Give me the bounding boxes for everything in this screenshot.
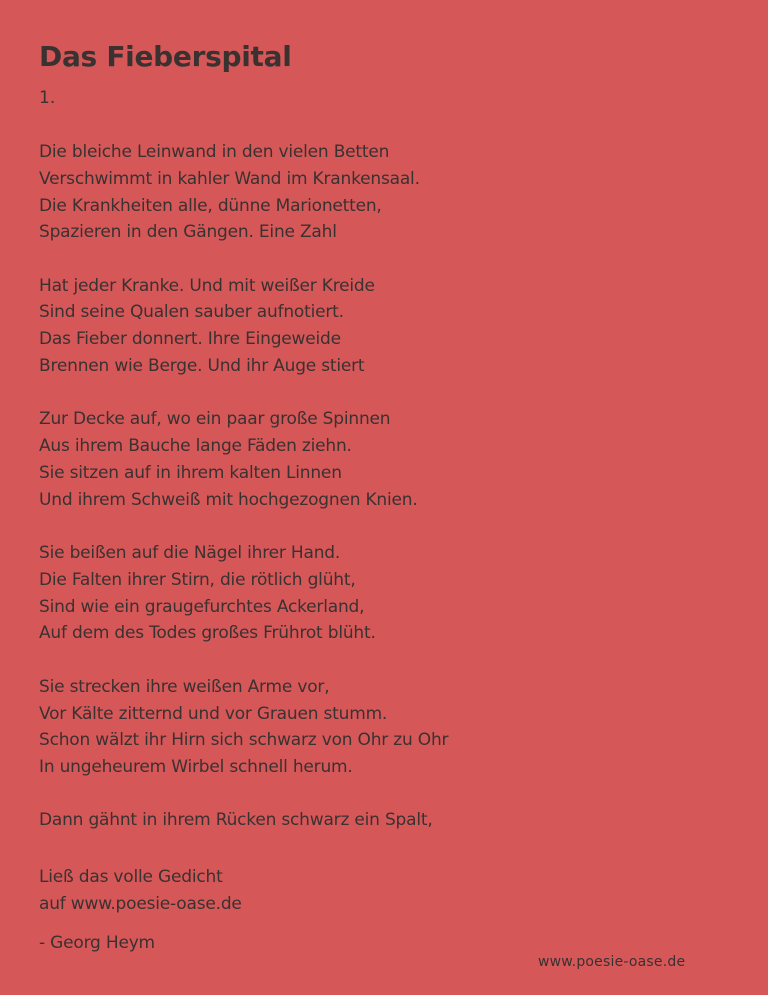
stanza xyxy=(39,273,739,380)
poem-line: Die Krankheiten alle, dünne Marionetten, xyxy=(39,195,382,216)
website-link[interactable]: www.poesie-oase.de xyxy=(538,954,686,970)
stanza xyxy=(39,674,739,781)
stanza xyxy=(39,406,739,513)
poem-body xyxy=(39,139,739,861)
poem-author: - Georg Heym xyxy=(39,933,155,953)
poem-line: Das Fieber donnert. Ihre Eingeweide xyxy=(39,329,341,350)
poem-line: Aus ihrem Bauche lange Fäden ziehn. xyxy=(39,436,352,457)
poem-title: Das Fieberspital xyxy=(39,40,292,73)
poem-line: Sie sitzen auf in ihrem kalten Linnen xyxy=(39,462,342,483)
stanza xyxy=(39,540,739,647)
poem-line: Hat jeder Kranke. Und mit weißer Kreide xyxy=(39,275,375,296)
poem-line: Sie beißen auf die Nägel ihrer Hand. xyxy=(39,543,341,564)
read-more-line: Ließ das volle Gedicht xyxy=(39,867,223,887)
poem-line: Die bleiche Leinwand in den vielen Betten xyxy=(39,142,390,162)
poem-line: Zur Decke auf, wo ein paar große Spinnen xyxy=(39,409,391,430)
poem-line: In ungeheurem Wirbel schnell herum. xyxy=(39,757,353,778)
poem-line: Spazieren in den Gängen. Eine Zahl xyxy=(39,222,337,243)
section-number: 1. xyxy=(39,88,56,108)
poem-line: Und ihrem Schweiß mit hochgezognen Knien. xyxy=(39,489,418,510)
poem-line: Vor Kälte zitternd und vor Grauen stumm. xyxy=(39,703,388,724)
poem-line: Brennen wie Berge. Und ihr Auge stiert xyxy=(39,356,365,377)
poem-line: Auf dem des Todes großes Frührot blüht. xyxy=(39,623,376,644)
poem-line: Sie strecken ihre weißen Arme vor, xyxy=(39,676,330,697)
poem-line: Die Falten ihrer Stirn, die rötlich glüht, xyxy=(39,569,356,590)
poem-line: Dann gähnt in ihrem Rücken schwarz ein Spalt, xyxy=(39,810,433,831)
poem-line: Sind seine Qualen sauber aufnotiert. xyxy=(39,302,344,323)
poem-line: Schon wälzt ihr Hirn sich schwarz von Ohr zu Ohr xyxy=(39,730,449,751)
poem-line: Verschwimmt in kahler Wand im Krankensaal. xyxy=(39,168,420,189)
stanza xyxy=(39,807,739,834)
read-more-note xyxy=(39,864,242,918)
stanza xyxy=(39,139,739,246)
read-more-link[interactable]: auf www.poesie-oase.de xyxy=(39,894,242,914)
poem-line: Sind wie ein graugefurchtes Ackerland, xyxy=(39,596,365,617)
